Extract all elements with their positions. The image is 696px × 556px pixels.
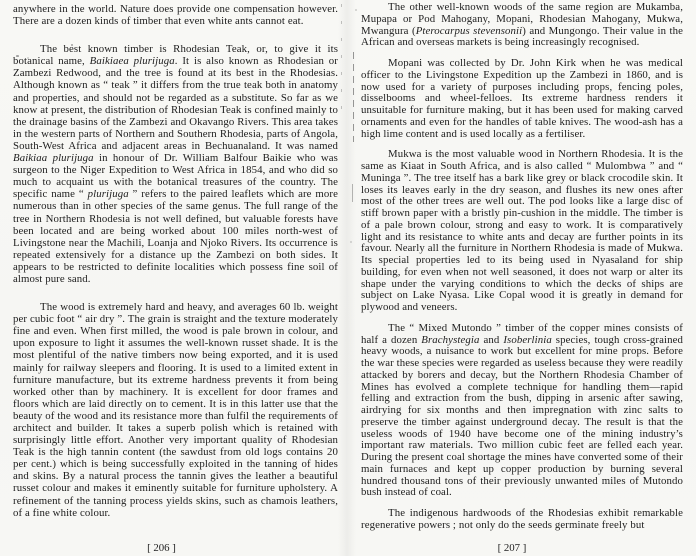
binding-mark	[353, 52, 354, 142]
paragraph	[13, 43, 338, 285]
text-run: The indigenous hardwoods of the Rhodesias exhibit remarkable regenerative powers ; not only do the seeds germinate freely but	[361, 507, 683, 531]
text-run: Mopani was collected by Dr. John Kirk when he was medical officer to the Livingstone Expedition up the Zambezi in 1860, and is now used for a variety of purposes including props, fencing poles, disselbooms and wheel-felloes. Its extreme hardness renders it unsuitable for furniture making, but it has been used for making carved ornaments and even for the handles of table knives. The wood-ash has a high lime content and is used locally as a fertiliser.	[361, 57, 683, 140]
paragraph	[361, 2, 683, 49]
paragraph	[361, 323, 683, 499]
text-run: species, tough cross-grained heavy woods, a nuisance to work but excellent for mine props. Before the war these species were regarded as useless because they were readily attacked by borers and decay, but the Northern Rhodesia Chamber of Mines has evolved a complete technique for handling them—rapid felling and extraction from the bush, dipping in arsenic after sawing, airdrying for six months and then impregnation with zinc salts to preserve the timber against underground decay. The result is that the useless woods of 1940 have become one of the mining industry’s important raw materials. Two million cubic feet are felled each year. During the present coal shortage the mines have converted some of their main furnaces and kept up copper production by burning several hundred thousand tons of their previously unwanted miles of Mutondo bush instead of coal.	[361, 333, 683, 499]
page-left	[13, 0, 338, 556]
page-left-text	[13, 0, 338, 519]
italic-text-run: Brachystegia	[421, 333, 480, 346]
left-page-edge-artifact	[341, 4, 342, 114]
paragraph	[361, 149, 683, 314]
paragraph	[13, 3, 338, 27]
scan-speck	[350, 241, 352, 243]
italic-text-run: Pterocarpus stevensonii	[415, 24, 523, 37]
paragraph	[361, 58, 683, 140]
scan-speck	[355, 9, 357, 11]
text-run: ” refers to the paired leaflets which are more numerous than in other species of the same genus. The full range of the tree in Northern Rhodesia is not well defined, but valuable forests have been located and are being worked about 100 miles north-west of Livingstone near the Machili, Loanja and Njoko Rivers. Its occurrence is repeated extensively for a distance up the Zambezi on both sides. It appears to be restricted to definite localities which possess fine soil of almost pure sand.	[13, 188, 338, 285]
text-run: anywhere in the world. Nature does provide one compensation however. There are a dozen kinds of timber that even white ants cannot eat.	[13, 3, 338, 28]
page-right	[361, 0, 683, 556]
binding-mark	[352, 184, 353, 202]
italic-text-run: Baikiaea plurijuga	[89, 55, 175, 68]
page-right-text	[361, 0, 683, 532]
page-number-right: [ 207 ]	[497, 542, 527, 554]
text-run: . It is also known as Rhodesian or Zambezi Redwood, and the tree is found at its best in the Rhodesias. Although known as “ teak ” it differs from the true teak both in anatomy and properties, and should not be regarded as a substitute. So far as we know at present, the distribution of Rhodesian Teak is confined mainly to the drainage basins of the Zambezi and Okavango Rivers. This area takes in the western parts of Northern and Southern Rhodesia, parts of Angola, South-West Africa and adjacent areas in Bechuanaland. It was named	[13, 55, 338, 152]
text-run: The wood is extremely hard and heavy, and averages 60 lb. weight per cubic foot “ air dry ”. The grain is straight and the texture moderately fine and even. When first milled, the wood is pale brown in colour, and upon exposure to light it assumes the well-known russet shade. It is the most plentiful of the native timbers now being exported, and it is used mainly for railway sleepers and flooring. It is used to a limited extent in furniture manufacture, but its extreme hardness prevents it from being worked other than by machinery. It is excellent for door frames and floors which are laid directly on to cement. It is in this latter use that the beauty of the wood and its resistance more than fulfil the requirements of architect and builder. It takes a superb polish which is retained with surprisingly little effort. Another very important quality of Rhodesian Teak is the high tannin content (the sawdust from old logs contains 20 per cent.) which is being successfully exploited in the tanning of hides and skins. By a natural process the tannin gives the leather a beautiful russet colour and makes it eminently suitable for furniture upholstery. A refinement of the tanning process yields skins, such as chamois leathers, of a fine white colour.	[13, 301, 338, 519]
paragraph	[361, 508, 683, 532]
text-run: The “ Mixed Mutondo ” timber of the copper mines consists of half a dozen	[361, 321, 683, 346]
text-run: The best known timber is Rhodesian Teak, or, to give it its botanical name,	[13, 43, 338, 68]
text-run: ) and Mungongo. Their value in the African and overseas markets is being increasingly recognised.	[361, 24, 683, 49]
text-run: The other well-known woods of the same region are Mukamba, Mupapa or Pod Mahogany, Mopani, Rhodesian Mahogany, Mukwa, Mwangura (	[361, 1, 683, 37]
italic-text-run: Baikiaa plurijuga	[13, 152, 94, 165]
text-run: in honour of Dr. William Balfour Baikie who was surgeon to the Niger Expedition to West Africa in 1854, and who did so much to acquaint us with the botanical treasures of the country. The specific name “	[13, 152, 338, 201]
italic-text-run: plurijuga	[87, 188, 129, 201]
page-number-left: [ 206 ]	[147, 542, 176, 554]
text-run: and	[479, 333, 504, 346]
italic-text-run: Isoberlinia	[503, 333, 552, 346]
paragraph	[13, 301, 338, 519]
text-run: Mukwa is the most valuable wood in Northern Rhodesia. It is the same as Kiaat in South Africa, and is also called “ Mulombwa ” and “ Muninga ”. The tree itself has a bark like grey or black crocodile skin. It loses its leaves early in the dry season, and flushes its new ones after most of the other trees are well out. The pod looks like a large disc of stiff brown paper with a bristly pin-cushion in the middle. The timber is of a pale brown colour, strong and easy to work. It is comparatively light and its resistance to white ants and decay are further points in its favour. Nearly all the furniture in Northern Rhodesia is made of Mukwa. Its special properties led to its being used in Nyasaland for ship building, for even when not well seasoned, it does not warp or alter its shape under the varying conditions to which the decks of ships are subject on Lake Nyasa. Like Copal wood it is greatly in demand for plywood and veneers.	[361, 148, 683, 313]
